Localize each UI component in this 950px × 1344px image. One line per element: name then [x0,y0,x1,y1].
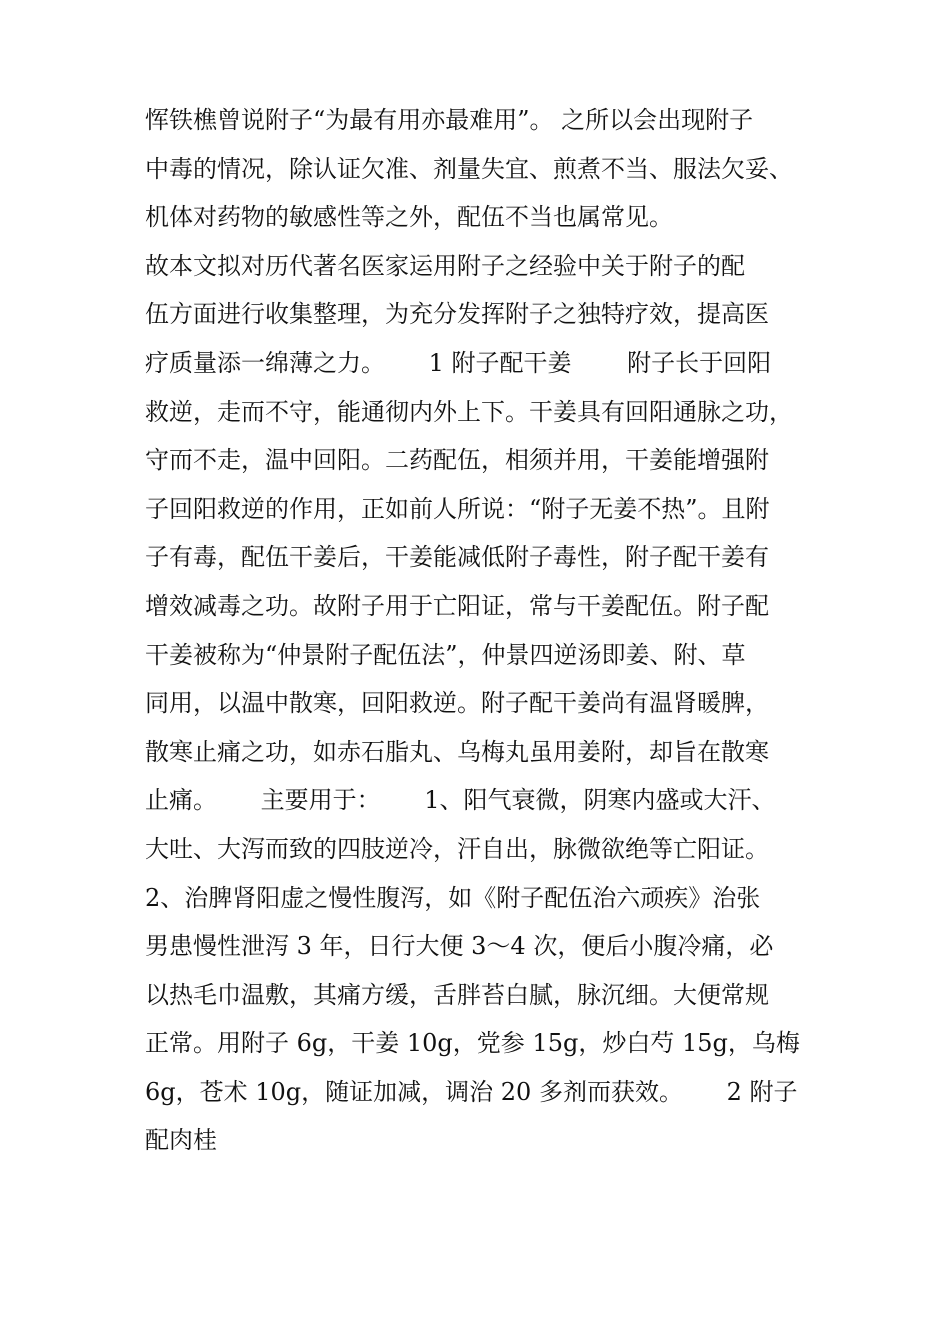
text-line: 机体对药物的敏感性等之外，配伍不当也属常见。 [145,203,673,232]
text-line: 2、治脾肾阳虚之慢性腹泻，如《附子配伍治六顽疾》治张 [145,883,761,912]
text-line: 配肉桂 [145,1126,217,1155]
text-line: 子回阳救逆的作用，正如前人所说：“附子无姜不热”。且附 [145,494,770,523]
text-line: 故本文拟对历代著名医家运用附子之经验中关于附子的配 [145,251,745,280]
text-line: 干姜被称为“仲景附子配伍法”，仲景四逆汤即姜、附、草 [145,640,746,669]
text-line: 以热毛巾温敷，其痛方缓，舌胖苔白腻，脉沉细。大便常规 [145,980,769,1009]
text-line: 同用，以温中散寒，回阳救逆。附子配干姜尚有温肾暖脾， [145,689,769,718]
text-line: 6g，苍术 10g，随证加减，调治 20 多剂而获效。 2 附子 [145,1077,798,1106]
text-line: 守而不走，温中回阳。二药配伍，相须并用，干姜能增强附 [145,446,769,475]
text-line: 救逆，走而不守，能通彻内外上下。干姜具有回阳通脉之功， [145,397,793,426]
text-line: 散寒止痛之功，如赤石脂丸、乌梅丸虽用姜附，却旨在散寒 [145,737,769,766]
text-line: 大吐、大泻而致的四肢逆冷，汗自出，脉微欲绝等亡阳证。 [145,834,769,863]
text-line: 恽铁樵曾说附子“为最有用亦最难用”。 之所以会出现附子 [145,106,754,134]
text-line: 增效减毒之功。故附子用于亡阳证，常与干姜配伍。附子配 [145,591,769,620]
text-line: 中毒的情况，除认证欠准、剂量失宜、煎煮不当、服法欠妥、 [145,154,793,183]
text-line: 止痛。 主要用于： 1、阳气衰微，阴寒内盛或大汗、 [145,786,776,815]
body-text [145,96,815,1165]
text-line: 男患慢性泄泻 3 年，日行大便 3～4 次，便后小腹冷痛，必 [145,932,774,961]
text-line: 子有毒，配伍干姜后，干姜能减低附子毒性，附子配干姜有 [145,543,769,572]
text-line: 疗质量添一绵薄之力。 1 附子配干姜 附子长于回阳 [145,348,772,377]
text-line: 伍方面进行收集整理，为充分发挥附子之独特疗效，提高医 [145,300,769,329]
text-line: 正常。用附子 6g，干姜 10g，党参 15g，炒白芍 15g，乌梅 [145,1029,800,1058]
